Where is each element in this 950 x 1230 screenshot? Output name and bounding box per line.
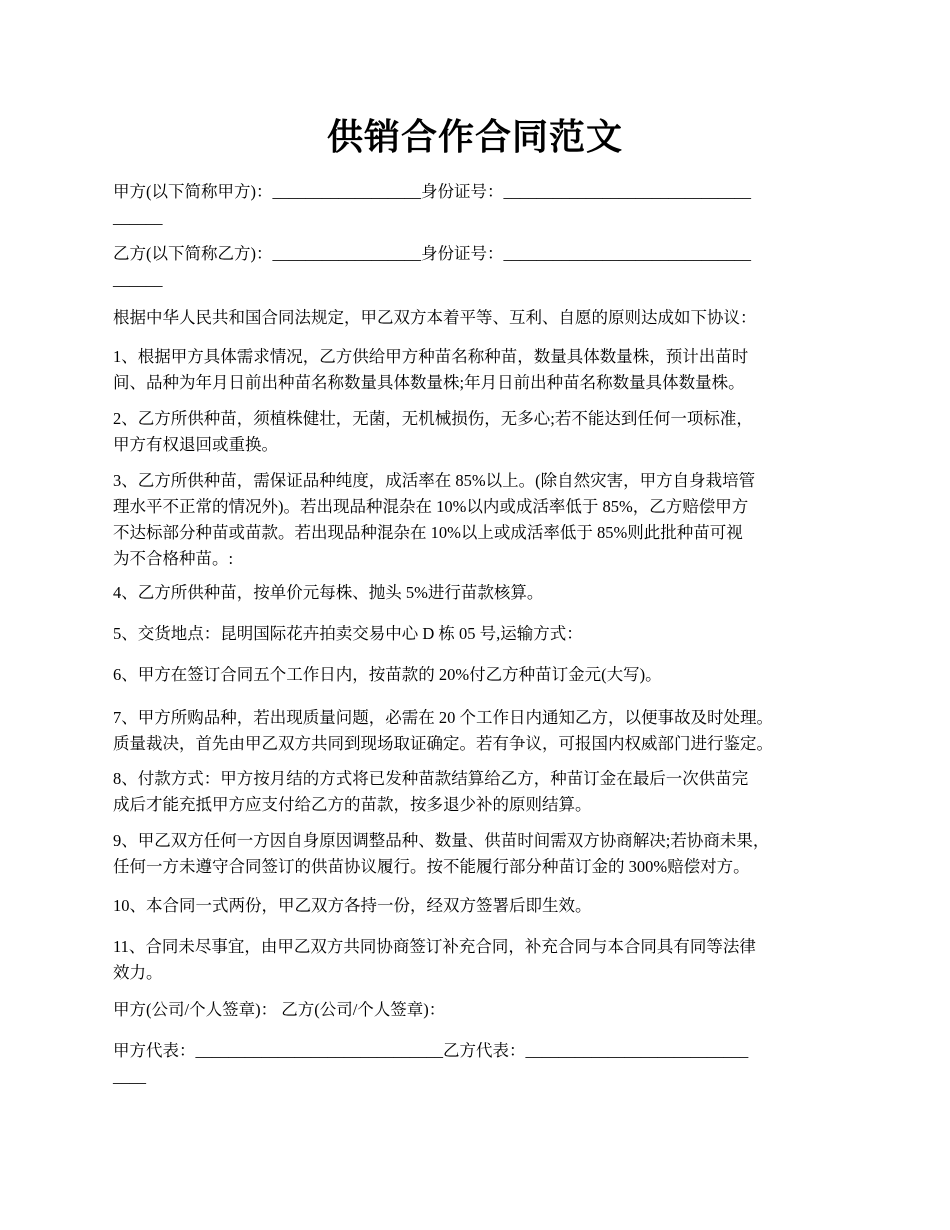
preamble bbox=[113, 305, 853, 331]
clause-line: 质量裁决，首先由甲乙双方共同到现场取证确定。若有争议，可报国内权威部门进行鉴定。 bbox=[113, 734, 773, 753]
clause-line: 4、乙方所供种苗，按单价元每株、抛头 5%进行苗款核算。 bbox=[113, 583, 544, 602]
seal-line bbox=[113, 997, 853, 1023]
clause-line: 为不合格种苗。: bbox=[113, 549, 234, 568]
clause-line: 2、乙方所供种苗，须植株健壮，无菌，无机械损伤，无多心;若不能达到任何一项标准， bbox=[113, 409, 753, 428]
clause-1 bbox=[113, 344, 853, 396]
party-b-line-1: 乙方(以下简称乙方)：__________________身份证号：______________________________ bbox=[113, 244, 751, 263]
clause-3 bbox=[113, 468, 853, 572]
clause-line: 成后才能充抵甲方应支付给乙方的苗款，按多退少补的原则结算。 bbox=[113, 795, 592, 814]
clause-5 bbox=[113, 621, 853, 647]
party-b-line-2: ______ bbox=[113, 270, 163, 289]
representative-line-2: ____ bbox=[113, 1067, 146, 1086]
clause-line: 不达标部分种苗或苗款。若出现品种混杂在 10%以上或成活率低于 85%则此批种苗可视 bbox=[113, 523, 743, 542]
party-a-line bbox=[113, 179, 853, 231]
clause-line: 间、品种为年月日前出种苗名称数量具体数量株;年月日前出种苗名称数量具体数量株。 bbox=[113, 373, 745, 392]
clause-4 bbox=[113, 580, 853, 606]
clause-6 bbox=[113, 662, 853, 688]
clause-7 bbox=[113, 705, 853, 757]
clause-line: 1、根据甲方具体需求情况，乙方供给甲方种苗名称种苗，数量具体数量株，预计出苗时 bbox=[113, 347, 749, 366]
document-title: 供销合作合同范文 bbox=[326, 117, 623, 157]
clause-line: 8、付款方式：甲方按月结的方式将已发种苗款结算给乙方，种苗订金在最后一次供苗完 bbox=[113, 769, 749, 788]
clause-line: 9、甲乙双方任何一方因自身原因调整品种、数量、供苗时间需双方协商解决;若协商未果， bbox=[113, 831, 770, 850]
clause-line: 任何一方未遵守合同签订的供苗协议履行。按不能履行部分种苗订金的 300%赔偿对方。 bbox=[113, 857, 750, 876]
clause-9 bbox=[113, 828, 853, 880]
clause-10 bbox=[113, 893, 853, 919]
clause-line: 6、甲方在签订合同五个工作日内，按苗款的 20%付乙方种苗订金元(大写)。 bbox=[113, 665, 662, 684]
clause-line: 甲方有权退回或重换。 bbox=[113, 435, 278, 454]
clause-line: 7、甲方所购品种，若出现质量问题，必需在 20 个工作日内通知乙方，以便事故及时处理。 bbox=[113, 708, 773, 727]
clause-8 bbox=[113, 766, 853, 818]
clause-line: 10、本合同一式两份，甲乙双方各持一份，经双方签署后即生效。 bbox=[113, 896, 592, 915]
clause-2 bbox=[113, 406, 853, 458]
representative-line-1: 甲方代表：______________________________乙方代表：___________________________ bbox=[113, 1041, 749, 1060]
clause-line: 11、合同未尽事宜，由甲乙双方共同协商签订补充合同，补充合同与本合同具有同等法律 bbox=[113, 937, 756, 956]
party-a-line-2: ______ bbox=[113, 208, 163, 227]
clause-11 bbox=[113, 934, 853, 986]
clause-line: 5、交货地点：昆明国际花卉拍卖交易中心 D 栋 05 号,运输方式： bbox=[113, 624, 583, 643]
preamble-text: 根据中华人民共和国合同法规定，甲乙双方本着平等、互利、自愿的原则达成如下协议： bbox=[113, 308, 757, 327]
representative-line bbox=[113, 1038, 853, 1090]
clause-line: 3、乙方所供种苗，需保证品种纯度，成活率在 85%以上。(除自然灾害，甲方自身栽培管 bbox=[113, 471, 756, 490]
party-a-line-1: 甲方(以下简称甲方)：__________________身份证号：______________________________ bbox=[113, 182, 751, 201]
clause-line: 效力。 bbox=[113, 963, 163, 982]
clause-line: 理水平不正常的情况外)。若出现品种混杂在 10%以内或成活率低于 85%，乙方赔偿甲方 bbox=[113, 497, 749, 516]
party-b-line bbox=[113, 241, 853, 293]
seal-line-text: 甲方(公司/个人签章)： 乙方(公司/个人签章)： bbox=[113, 1000, 446, 1019]
